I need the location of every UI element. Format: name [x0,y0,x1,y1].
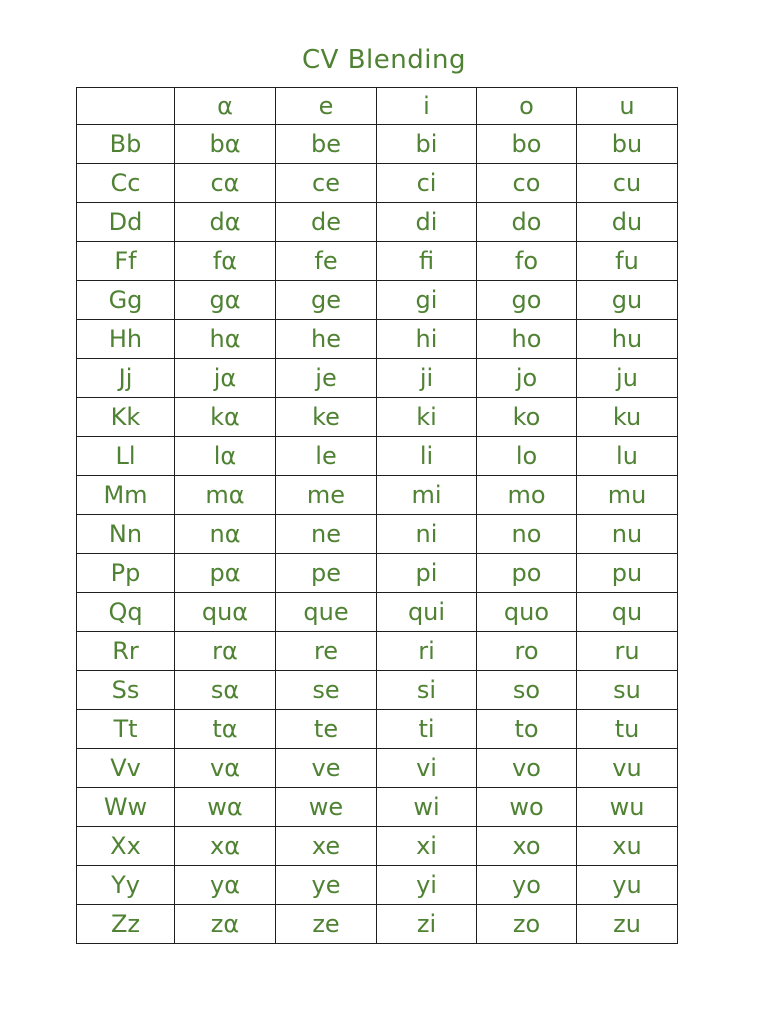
blend-cell: ti [377,710,477,749]
blend-cell: ju [577,359,678,398]
table-row [77,398,678,437]
blend-cell: pu [577,554,678,593]
blend-cell: que [276,593,377,632]
blend-cell: po [477,554,577,593]
blend-cell: vo [477,749,577,788]
consonant-cell: Ww [77,788,175,827]
blend-cell: no [477,515,577,554]
blend-cell: qui [377,593,477,632]
blend-cell: wi [377,788,477,827]
blend-cell: ho [477,320,577,359]
table-row [77,242,678,281]
blend-cell: fu [577,242,678,281]
table-row [77,827,678,866]
blend-cell: te [276,710,377,749]
consonant-cell: Ff [77,242,175,281]
blend-cell: zα [175,905,276,944]
vowel-header-cell: α [175,88,276,125]
blend-cell: tu [577,710,678,749]
blend-cell: fα [175,242,276,281]
blend-cell: li [377,437,477,476]
blend-cell: wα [175,788,276,827]
blend-cell: le [276,437,377,476]
blend-cell: quo [477,593,577,632]
blend-cell: go [477,281,577,320]
blend-cell: mi [377,476,477,515]
blend-cell: fo [477,242,577,281]
consonant-cell: Xx [77,827,175,866]
blend-cell: gu [577,281,678,320]
blend-cell: ni [377,515,477,554]
blend-cell: lo [477,437,577,476]
table-row [77,710,678,749]
consonant-cell: Vv [77,749,175,788]
consonant-cell: Cc [77,164,175,203]
blend-cell: pα [175,554,276,593]
blend-cell: di [377,203,477,242]
consonant-cell: Kk [77,398,175,437]
consonant-cell: Zz [77,905,175,944]
blend-cell: ne [276,515,377,554]
corner-cell [77,88,175,125]
blend-cell: fi [377,242,477,281]
blend-cell: ro [477,632,577,671]
blend-cell: de [276,203,377,242]
blend-cell: ci [377,164,477,203]
blend-cell: do [477,203,577,242]
consonant-cell: Qq [77,593,175,632]
table-row [77,671,678,710]
blend-cell: be [276,125,377,164]
blend-cell: ko [477,398,577,437]
blend-cell: cα [175,164,276,203]
vowel-header-cell: u [577,88,678,125]
blend-cell: wo [477,788,577,827]
blend-cell: lα [175,437,276,476]
blend-cell: ve [276,749,377,788]
blend-cell: sα [175,671,276,710]
cv-blending-table [76,87,678,944]
blend-cell: ri [377,632,477,671]
table-row [77,437,678,476]
blend-cell: pe [276,554,377,593]
table-row [77,164,678,203]
consonant-cell: Yy [77,866,175,905]
blend-cell: vi [377,749,477,788]
blend-cell: hα [175,320,276,359]
blend-cell: hi [377,320,477,359]
blend-cell: qu [577,593,678,632]
blend-cell: he [276,320,377,359]
table-row [77,476,678,515]
blend-cell: quα [175,593,276,632]
blend-cell: zi [377,905,477,944]
blend-cell: tα [175,710,276,749]
blend-cell: xi [377,827,477,866]
blend-cell: rα [175,632,276,671]
table-row [77,320,678,359]
blend-cell: mu [577,476,678,515]
blend-cell: kα [175,398,276,437]
blend-cell: dα [175,203,276,242]
blend-cell: bo [477,125,577,164]
blend-cell: yo [477,866,577,905]
table-row [77,905,678,944]
blend-cell: hu [577,320,678,359]
blend-cell: bu [577,125,678,164]
blend-cell: ye [276,866,377,905]
table-row [77,788,678,827]
consonant-cell: Dd [77,203,175,242]
table-row [77,554,678,593]
blend-cell: so [477,671,577,710]
blend-cell: se [276,671,377,710]
blend-cell: fe [276,242,377,281]
consonant-cell: Jj [77,359,175,398]
consonant-cell: Bb [77,125,175,164]
consonant-cell: Ss [77,671,175,710]
table-row [77,125,678,164]
blend-cell: vα [175,749,276,788]
blend-cell: mo [477,476,577,515]
blend-cell: wu [577,788,678,827]
blend-cell: zu [577,905,678,944]
blend-cell: nu [577,515,678,554]
blend-cell: xα [175,827,276,866]
blend-cell: su [577,671,678,710]
table-row [77,359,678,398]
blend-cell: jα [175,359,276,398]
blend-cell: du [577,203,678,242]
table-row [77,632,678,671]
blend-cell: gα [175,281,276,320]
blend-cell: xe [276,827,377,866]
blend-cell: we [276,788,377,827]
blend-cell: je [276,359,377,398]
blend-cell: ku [577,398,678,437]
vowel-header-cell: o [477,88,577,125]
blend-cell: yα [175,866,276,905]
blend-cell: vu [577,749,678,788]
table-row [77,866,678,905]
blend-cell: jo [477,359,577,398]
consonant-cell: Gg [77,281,175,320]
header-row [77,88,678,125]
blend-cell: cu [577,164,678,203]
consonant-cell: Pp [77,554,175,593]
blend-cell: ji [377,359,477,398]
blend-cell: lu [577,437,678,476]
blend-cell: gi [377,281,477,320]
table-row [77,281,678,320]
consonant-cell: Hh [77,320,175,359]
blend-cell: xo [477,827,577,866]
blend-cell: ze [276,905,377,944]
consonant-cell: Nn [77,515,175,554]
blend-cell: zo [477,905,577,944]
blend-cell: yi [377,866,477,905]
blend-cell: xu [577,827,678,866]
blend-cell: bi [377,125,477,164]
blend-cell: ru [577,632,678,671]
blend-cell: mα [175,476,276,515]
consonant-cell: Mm [77,476,175,515]
vowel-header-cell: i [377,88,477,125]
blend-cell: re [276,632,377,671]
blend-cell: ce [276,164,377,203]
vowel-header-cell: e [276,88,377,125]
blend-cell: pi [377,554,477,593]
consonant-cell: Rr [77,632,175,671]
blend-cell: si [377,671,477,710]
blend-cell: ge [276,281,377,320]
blend-cell: nα [175,515,276,554]
blend-cell: bα [175,125,276,164]
blend-cell: to [477,710,577,749]
table-row [77,515,678,554]
blend-cell: ki [377,398,477,437]
consonant-cell: Tt [77,710,175,749]
table-row [77,593,678,632]
blend-cell: yu [577,866,678,905]
consonant-cell: Ll [77,437,175,476]
blend-cell: ke [276,398,377,437]
blend-cell: co [477,164,577,203]
table-row [77,203,678,242]
blend-cell: me [276,476,377,515]
page-title: CV Blending [302,45,466,75]
table-row [77,749,678,788]
